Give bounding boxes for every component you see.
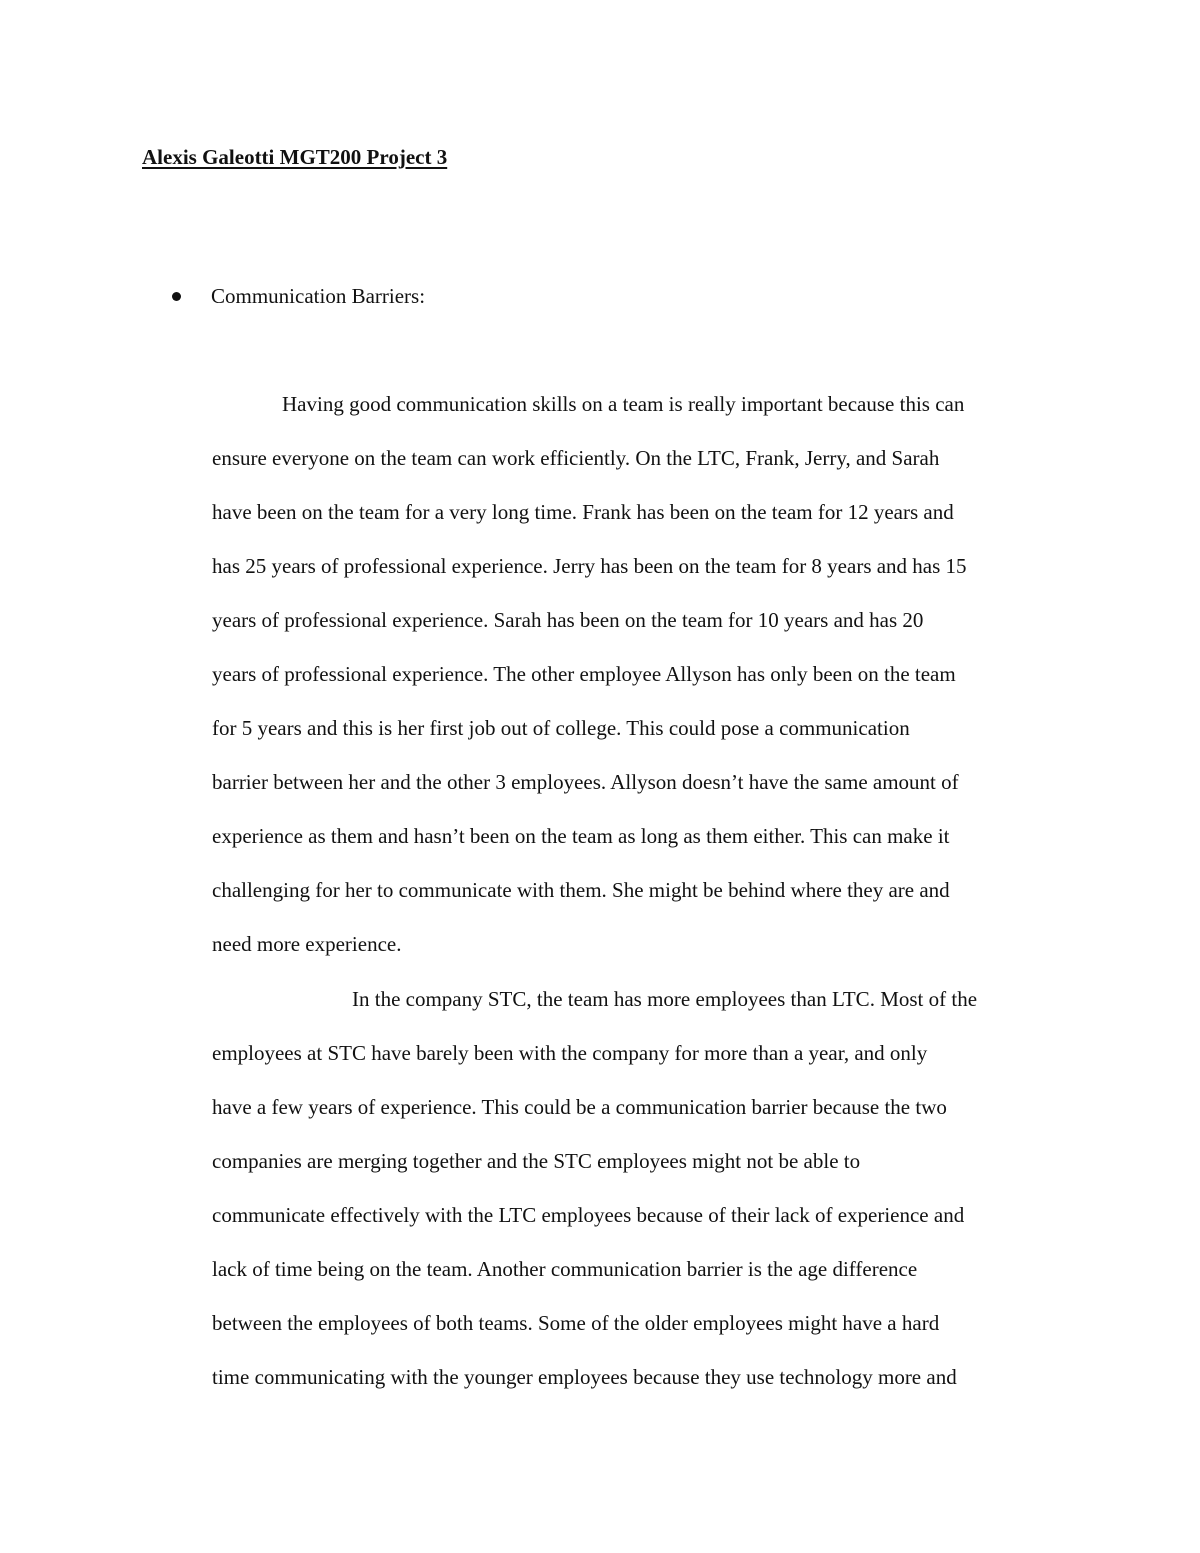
paragraph-line: companies are merging together and the STC employees might not be able to: [212, 1149, 861, 1173]
paragraph-line: In the company STC, the team has more employees than LTC. Most of the: [352, 987, 978, 1011]
paragraph-line: ensure everyone on the team can work efficiently. On the LTC, Frank, Jerry, and Sarah: [212, 446, 940, 470]
paragraph-line: Having good communication skills on a team is really important because this can: [282, 392, 965, 416]
document-title: Alexis Galeotti MGT200 Project 3: [142, 145, 448, 169]
paragraph-line: has 25 years of professional experience. Jerry has been on the team for 8 years and has 15: [212, 554, 967, 578]
paragraph-line: for 5 years and this is her first job out of college. This could pose a communication: [212, 716, 910, 740]
bullet-item: [172, 282, 425, 310]
paragraph-line: years of professional experience. The other employee Allyson has only been on the team: [212, 662, 956, 686]
paragraph-line: barrier between her and the other 3 employees. Allyson doesn’t have the same amount of: [212, 770, 959, 794]
paragraph-line: challenging for her to communicate with them. She might be behind where they are and: [212, 878, 950, 902]
paragraph-line: need more experience.: [212, 932, 402, 956]
paragraph-line: lack of time being on the team. Another communication barrier is the age difference: [212, 1257, 918, 1281]
paragraph-line: employees at STC have barely been with the company for more than a year, and only: [212, 1041, 928, 1065]
paragraph-line: experience as them and hasn’t been on the team as long as them either. This can make it: [212, 824, 950, 848]
paragraph-line: between the employees of both teams. Some of the older employees might have a hard: [212, 1311, 940, 1335]
paragraph-line: years of professional experience. Sarah has been on the team for 10 years and has 20: [212, 608, 924, 632]
paragraph-line: have been on the team for a very long time. Frank has been on the team for 12 years and: [212, 500, 954, 524]
section-heading: Communication Barriers:: [211, 284, 426, 308]
paragraph-line: have a few years of experience. This could be a communication barrier because the two: [212, 1095, 947, 1119]
paragraph-line: communicate effectively with the LTC employees because of their lack of experience and: [212, 1203, 965, 1227]
bullet-icon: [172, 292, 181, 301]
paragraph-line: time communicating with the younger employees because they use technology more and: [212, 1365, 957, 1389]
